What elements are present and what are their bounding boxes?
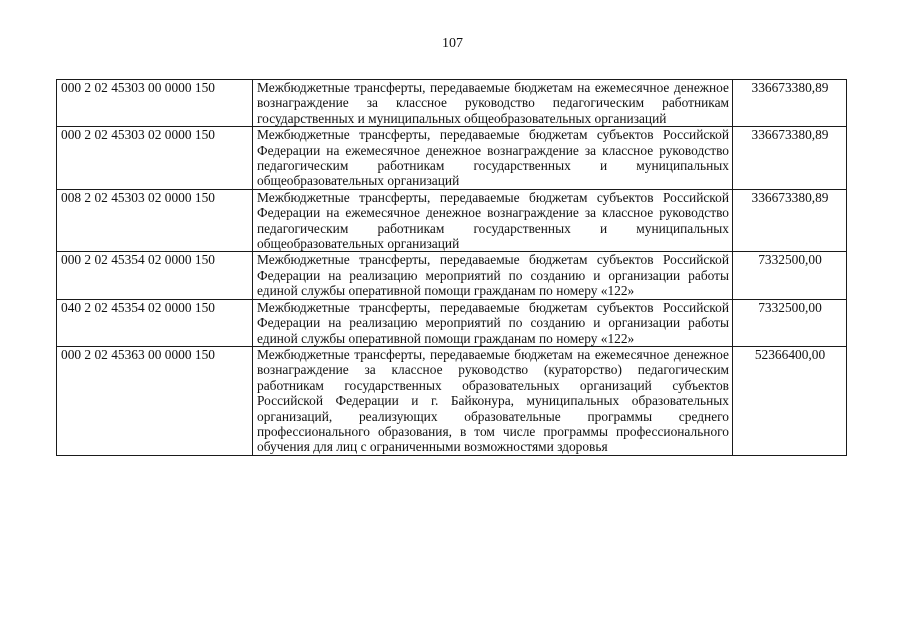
table-row (57, 80, 847, 127)
page-number: 107 (442, 36, 463, 51)
budget-description: Межбюджетные трансферты, передаваемые бюджетам на ежемесячное денежное вознаграждение за классное руководство педагогическим работникам государственных и муниципальных общеобразовательных организаций (253, 80, 733, 127)
budget-amount: 336673380,89 (733, 189, 847, 252)
budget-amount: 52366400,00 (733, 346, 847, 455)
budget-amount: 336673380,89 (733, 127, 847, 190)
budget-code: 000 2 02 45354 02 0000 150 (57, 252, 253, 299)
budget-code: 008 2 02 45303 02 0000 150 (57, 189, 253, 252)
budget-code: 040 2 02 45354 02 0000 150 (57, 299, 253, 346)
table-row (57, 127, 847, 190)
budget-code: 000 2 02 45303 02 0000 150 (57, 127, 253, 190)
budget-description: Межбюджетные трансферты, передаваемые бюджетам субъектов Российской Федерации на реализацию мероприятий по созданию и организации работы единой службы оперативной помощи гражданам по номеру «122» (253, 299, 733, 346)
table-row (57, 252, 847, 299)
budget-description: Межбюджетные трансферты, передаваемые бюджетам субъектов Российской Федерации на реализацию мероприятий по созданию и организации работы единой службы оперативной помощи гражданам по номеру «122» (253, 252, 733, 299)
budget-description: Межбюджетные трансферты, передаваемые бюджетам субъектов Российской Федерации на ежемесячное денежное вознаграждение за классное руководство педагогическим работникам государственных и муниципальных общеобразовательных организаций (253, 127, 733, 190)
budget-amount: 7332500,00 (733, 252, 847, 299)
budget-description: Межбюджетные трансферты, передаваемые бюджетам субъектов Российской Федерации на ежемесячное денежное вознаграждение за классное руководство педагогическим работникам государственных и муниципальных общеобразовательных организаций (253, 189, 733, 252)
budget-table (56, 79, 847, 456)
table-row (57, 299, 847, 346)
table-row (57, 189, 847, 252)
table-row (57, 346, 847, 455)
budget-description: Межбюджетные трансферты, передаваемые бюджетам на ежемесячное денежное вознаграждение за классное руководство (кураторство) педагогическим работникам государственных образовательных организаций субъектов Российской Федерации и г. Байконура, муниципальных образовательных организаций, реализующих образовательные программы среднего профессионального образования, в том числе программы профессионального обучения для лиц с ограниченными возможностями здоровья (253, 346, 733, 455)
budget-code: 000 2 02 45363 00 0000 150 (57, 346, 253, 455)
budget-code: 000 2 02 45303 00 0000 150 (57, 80, 253, 127)
budget-amount: 336673380,89 (733, 80, 847, 127)
budget-amount: 7332500,00 (733, 299, 847, 346)
